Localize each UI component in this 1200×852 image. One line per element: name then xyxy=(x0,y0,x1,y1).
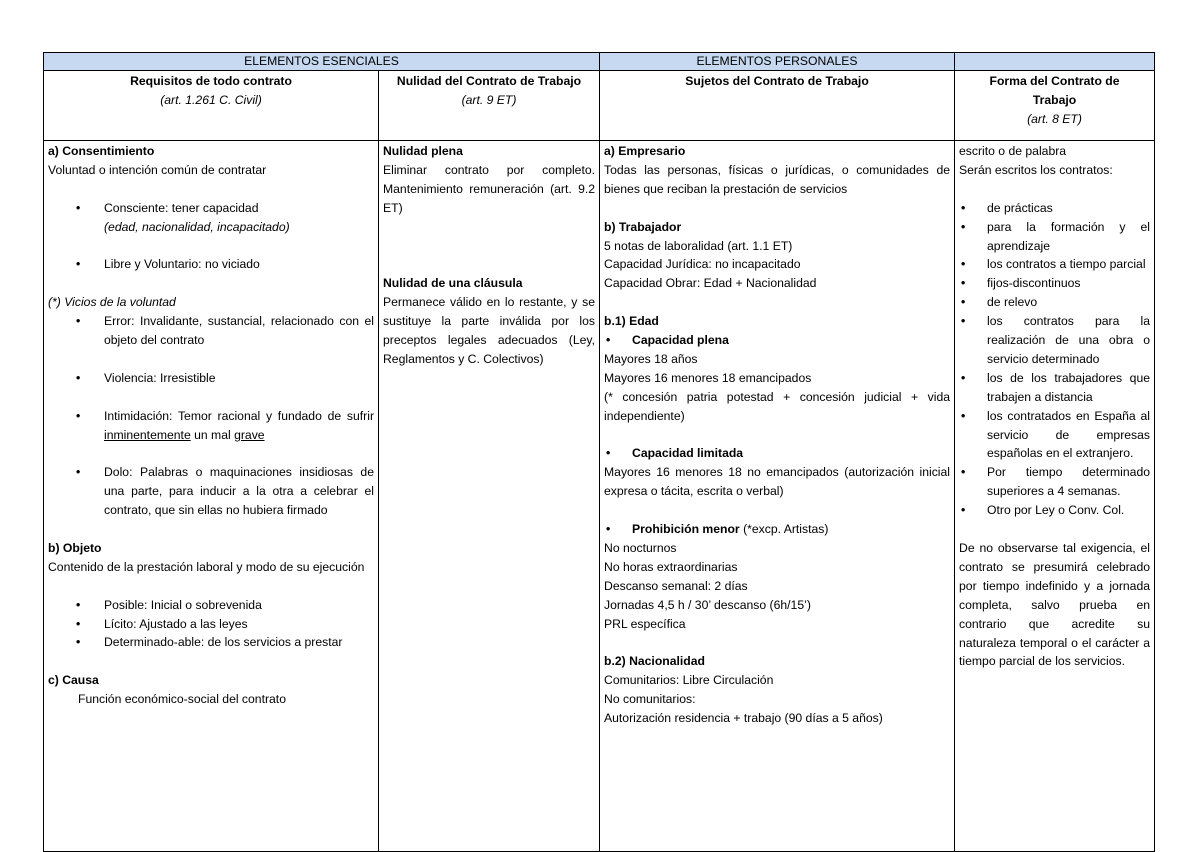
list-item: • de prácticas xyxy=(959,199,1150,218)
list-item: • los contratos a tiempo parcial xyxy=(959,255,1150,274)
list-item: PRL específica xyxy=(604,616,686,631)
list-item: • los contratados en España al servicio de empresas españolas en el extranjero. xyxy=(959,407,1150,464)
vicios-list xyxy=(48,312,374,350)
causa-text: Función económico-social del contrato xyxy=(78,692,286,707)
consentimiento-list xyxy=(48,199,374,237)
col1-ref: (art. 1.261 C. Civil) xyxy=(160,92,262,107)
list-item: Jornadas 4,5 h / 30’ descanso (6h/15’) xyxy=(604,597,811,612)
subheader-col1 xyxy=(44,71,379,141)
objeto-title: b) Objeto xyxy=(48,540,102,555)
nulidad-clausula-title: Nulidad de una cláusula xyxy=(383,276,523,291)
list-item: Descanso semanal: 2 días xyxy=(604,578,748,593)
col1-title: Requisitos de todo contrato xyxy=(130,74,292,88)
forma-cell: escrito o de palabra Serán escritos los contratos: • de prácticas • para la formación y el aprendizaje • los contratos a tiempo parcial • fijos-discontinuos • de relevo • los contratos para la realización de una obra o servicio determinado • los de los trabajadores que trabajen a distancia • los contratados en España al servicio de empresas españolas en el extranjero. • Por tiempo determinado superiores a 4 semanas. • Otro por Ley o Conv. Col. De no observarse tal exigencia, el contrato se presumirá celebrado por tiempo indefinido y a jornada completa, salvo prueba en contrario que acredite su naturaleza temporal o el carácter a tiempo parcial de los servicios. xyxy=(955,141,1155,852)
nulidad-plena-text: Eliminar contrato por completo. Mantenimiento remuneración (art. 9.2 ET) xyxy=(383,162,596,215)
list-item: Autorización residencia + trabajo (90 días a 5 años) xyxy=(604,711,883,726)
list-item: • Lícito: Ajustado a las leyes xyxy=(48,615,374,634)
header-personal: ELEMENTOS PERSONALES xyxy=(600,53,955,71)
list-item: • para la formación y el aprendizaje xyxy=(959,218,1150,256)
capacidad-limitada-title: • Capacidad limitada xyxy=(604,444,950,463)
nacionalidad-title: b.2) Nacionalidad xyxy=(604,654,705,669)
forma-list xyxy=(959,199,1150,520)
list-item: No comunitarios: xyxy=(604,692,696,707)
list-item: • Violencia: Irresistible xyxy=(48,369,374,388)
trabajador-title: b) Trabajador xyxy=(604,219,682,234)
forma-closing: De no observarse tal exigencia, el contrato se presumirá celebrado por tiempo indefinido y a jornada completa, salvo prueba en contrario que acredite su naturaleza temporal o el carácter a tiempo parcial de los servicios. xyxy=(959,541,1151,669)
edad-title: b.1) Edad xyxy=(604,314,659,329)
objeto-text: Contenido de la prestación laboral y modo de su ejecución xyxy=(48,559,365,574)
col4-title: Forma del Contrato de Trabajo xyxy=(989,74,1120,107)
consentimiento-text: Voluntad o intención común de contratar xyxy=(48,162,267,177)
sujetos-cell: a) Empresario Todas las personas, físicas o jurídicas, o comunidades de bienes que reciban la prestación de servicios b) Trabajador 5 notas de laboralidad (art. 1.1 ET) Capacidad Jurídica: no incapacitado Capacidad Obrar: Edad + Nacionalidad b.1) Edad • Capacidad plena Mayores 18 años Mayores 16 menores 18 emancipados (* concesión patria potestad + concesión judicial + vida independiente) • Capacidad limitada Mayores 16 menores 18 no emancipados (autorización inicial expresa o tácita, escrita o verbal) • Prohibición menor (*excp. Artistas) No nocturnos No horas extraordinarias Descanso semanal: 2 días Jornadas 4,5 h / 30’ descanso (6h/15’) PRL específica b.2) Nacionalidad Comunitarios: Libre Circulación No comunitarios: Autorización residencia + trabajo (90 días a 5 años) xyxy=(600,141,955,852)
capacidad-limitada-text: Mayores 16 menores 18 no emancipados (autorización inicial expresa o tácita, escrita o verbal) xyxy=(604,465,951,499)
requisitos-cell xyxy=(44,141,379,852)
header-essential: ELEMENTOS ESENCIALES xyxy=(44,53,600,71)
capacidad-plena-title: • Capacidad plena xyxy=(604,331,950,350)
header-empty xyxy=(955,53,1155,71)
nulidad-cell xyxy=(379,141,600,852)
subheader-col4 xyxy=(955,71,1155,141)
list-item: • Determinado-able: de los servicios a prestar xyxy=(48,633,374,652)
content-row xyxy=(44,141,1155,852)
list-item: • Por tiempo determinado superiores a 4 semanas. xyxy=(959,463,1150,501)
objeto-list xyxy=(48,596,374,653)
causa-title: c) Causa xyxy=(48,673,99,688)
list-item: No horas extraordinarias xyxy=(604,559,738,574)
list-item: • Error: Invalidante, sustancial, relacionado con el objeto del contrato xyxy=(48,312,374,350)
header-row xyxy=(44,53,1155,71)
list-item: • Dolo: Palabras o maquinaciones insidiosas de una parte, para inducir a la otra a celebrar el contrato, que sin ellas no hubiera firmado xyxy=(48,463,374,520)
nulidad-plena-title: Nulidad plena xyxy=(383,144,463,158)
nulidad-clausula-text: Permanece válido en lo restante, y se sustituye la parte inválida por los preceptos legales adecuados (Ley, Reglamentos y C. Colectivos) xyxy=(383,295,596,366)
subheader-row xyxy=(44,71,1155,141)
col3-title: Sujetos del Contrato de Trabajo xyxy=(685,74,869,88)
list-item: • de relevo xyxy=(959,293,1150,312)
list-item: • Intimidación: Temor racional y fundado de sufrir inminentemente un mal grave xyxy=(48,407,374,445)
list-item: • los de los trabajadores que trabajen a distancia xyxy=(959,369,1150,407)
empresario-text: Todas las personas, físicas o jurídicas, o comunidades de bienes que reciban la prestación de servicios xyxy=(604,162,951,196)
list-item: • fijos-discontinuos xyxy=(959,274,1150,293)
list-item: No nocturnos xyxy=(604,540,677,555)
contract-elements-table xyxy=(43,52,1155,852)
prohibicion-title: • Prohibición menor (*excp. Artistas) xyxy=(604,520,950,539)
list-item: • Otro por Ley o Conv. Col. xyxy=(959,501,1150,520)
subheader-col3 xyxy=(600,71,955,141)
vicios-title: (*) Vicios de la voluntad xyxy=(48,295,176,310)
consentimiento-title: a) Consentimiento xyxy=(48,144,155,158)
list-item: • Libre y Voluntario: no viciado xyxy=(48,255,374,274)
empresario-title: a) Empresario xyxy=(604,144,686,158)
col4-ref: (art. 8 ET) xyxy=(1027,111,1082,126)
list-item: Comunitarios: Libre Circulación xyxy=(604,673,774,688)
list-item: • Posible: Inicial o sobrevenida xyxy=(48,596,374,615)
list-item: • Consciente: tener capacidad (edad, nacionalidad, incapacitado) xyxy=(48,199,374,237)
subheader-col2 xyxy=(379,71,600,141)
col2-ref: (art. 9 ET) xyxy=(461,92,517,107)
list-item: • los contratos para la realización de una obra o servicio determinado xyxy=(959,312,1150,369)
col2-title: Nulidad del Contrato de Trabajo xyxy=(396,74,582,88)
